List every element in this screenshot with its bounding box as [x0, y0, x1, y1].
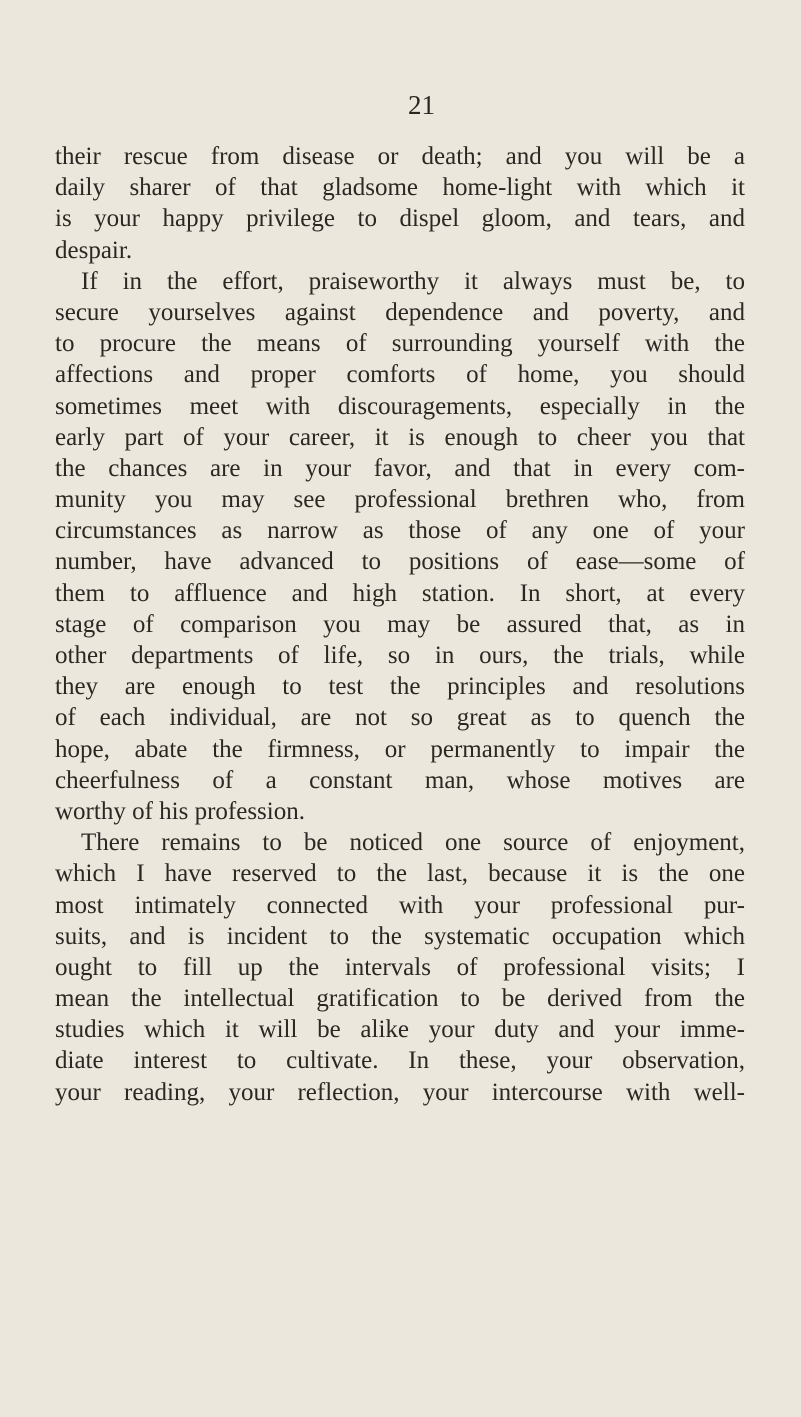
text-line: to procure the means of surrounding yourself with the	[55, 330, 745, 358]
text-line: which I have reserved to the last, because it is the one	[55, 860, 745, 888]
text-line: the chances are in your favor, and that in every com-	[55, 454, 745, 482]
text-line: stage of comparison you may be assured that, as in	[55, 610, 745, 638]
text-line: There remains to be noticed one source of enjoyment,	[81, 829, 745, 857]
text-line: mean the intellectual gratification to be derived from the	[55, 985, 745, 1013]
text-line: them to affluence and high station. In short, at every	[55, 579, 745, 607]
text-line: despair.	[55, 236, 133, 264]
text-line: other departments of life, so in ours, the trials, while	[55, 642, 745, 669]
text-line: they are enough to test the principles and resolutions	[55, 673, 745, 701]
text-line: circumstances as narrow as those of any one of your	[55, 517, 745, 545]
text-line: number, have advanced to positions of ease—some of	[55, 548, 745, 576]
text-line: of each individual, are not so great as to quench the	[55, 704, 745, 732]
text-line: daily sharer of that gladsome home-light with which it	[55, 174, 745, 202]
text-line: worthy of his profession.	[55, 797, 305, 825]
text-line: early part of your career, it is enough to cheer you that	[55, 423, 745, 451]
text-line: your reading, your reflection, your intercourse with well-	[55, 1078, 745, 1106]
text-line: sometimes meet with discouragements, especially in the	[55, 392, 745, 420]
text-line: munity you may see professional brethren who, from	[55, 486, 745, 514]
text-line: their rescue from disease or death; and you will be a	[55, 143, 745, 170]
text-line: studies which it will be alike your duty and your imme-	[55, 1016, 745, 1044]
text-line: secure yourselves against dependence and poverty, and	[55, 298, 745, 326]
text-line: suits, and is incident to the systematic occupation which	[55, 922, 745, 950]
text-line: cheerfulness of a constant man, whose motives are	[55, 766, 745, 794]
body-text	[55, 141, 745, 1108]
text-line: hope, abate the firmness, or permanently to impair the	[55, 735, 745, 763]
text-line: affections and proper comforts of home, you should	[55, 361, 745, 389]
page-number: 21	[408, 90, 435, 120]
text-line: ought to fill up the intervals of professional visits; I	[55, 953, 745, 981]
text-line: most intimately connected with your professional pur-	[55, 891, 745, 919]
text-line: is your happy privilege to dispel gloom, and tears, and	[55, 205, 745, 233]
text-line: diate interest to cultivate. In these, your observation,	[55, 1047, 745, 1075]
text-line: If in the effort, praiseworthy it always must be, to	[81, 267, 745, 295]
